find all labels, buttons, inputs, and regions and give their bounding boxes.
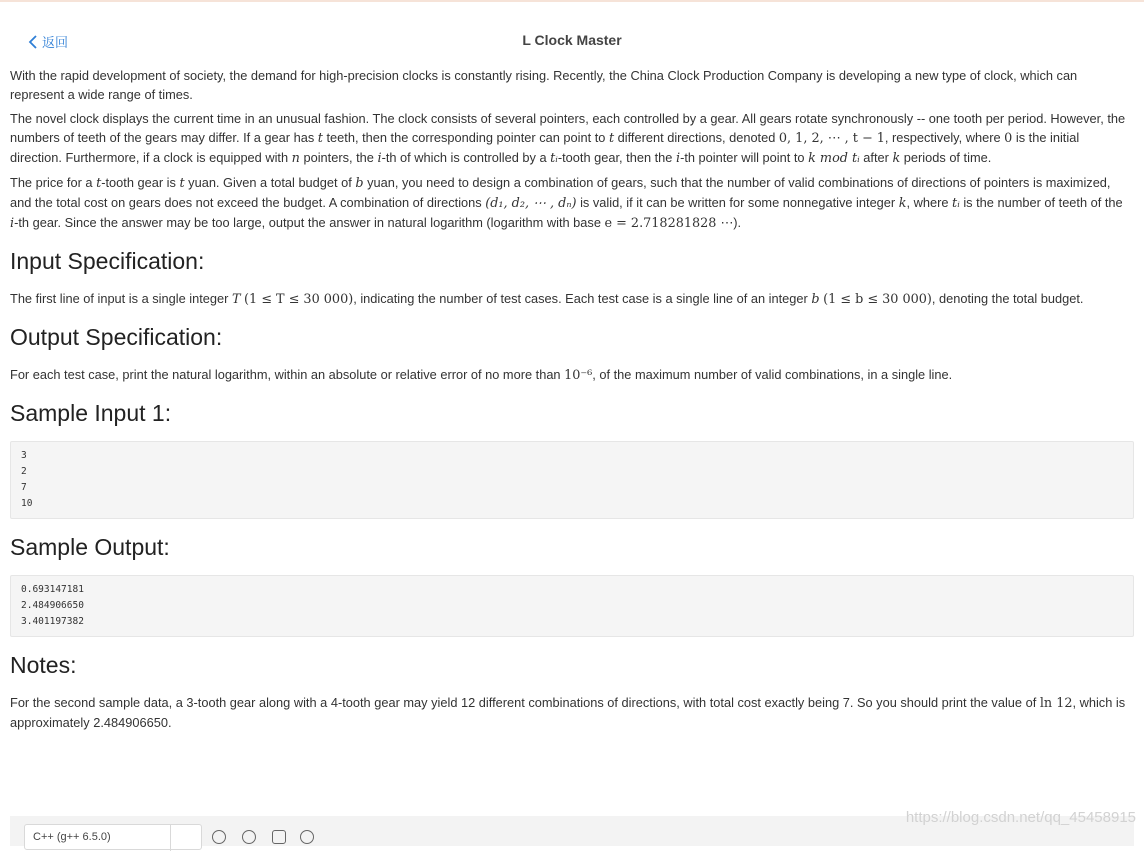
code-line: 10	[21, 498, 33, 509]
statement-paragraph-2: The novel clock displays the current time in an unusual fashion. The clock consists of several pointers, each controlled by a gear. All gears rotate synchronously -- one tooth per period. However, the numbers of teeth of the gears may differ. If a gear has t teeth, then the corresponding pointer can point to t different directions, denoted 0, 1, 2, ⋯ , t − 1, respectively, where 0 is the initial direction. Furthermore, if a clock is equipped with n pointers, the i-th of which is controlled by a tᵢ-tooth gear, then the i-th pointer will point to k mod tᵢ after k periods of time.	[10, 111, 1126, 166]
notes-text: For the second sample data, a 3-tooth gear along with a 4-tooth gear may yield 12 different combinations of directions, with total cost exactly being 7. So you should print the value of ln 12, which is approximately 2.484906650.	[10, 695, 1126, 730]
code-line: 3	[21, 450, 27, 461]
page-header	[0, 28, 1144, 54]
output-spec-text: For each test case, print the natural logarithm, within an absolute or relative error of no more than 10⁻⁶, of the maximum number of valid combinations, in a single line.	[10, 367, 953, 383]
language-select[interactable]	[24, 824, 202, 850]
language-value: C++ (g++ 6.5.0)	[33, 831, 111, 843]
help-icon[interactable]	[300, 830, 314, 844]
input-spec-heading: Input Specification:	[10, 248, 205, 274]
code-line: 0.693147181	[21, 584, 84, 595]
statement-paragraph-1: With the rapid development of society, the demand for high-precision clocks is constantly rising. Recently, the China Clock Production Company is developing a new type of clock, which can represent a wide range of times.	[10, 68, 1078, 102]
code-line: 3.401197382	[21, 616, 84, 627]
input-spec-text: The first line of input is a single integer T (1 ≤ T ≤ 30 000), indicating the number of test cases. Each test case is a single line of an integer b (1 ≤ b ≤ 30 000), denoting the total budget.	[10, 291, 1084, 307]
chevron-down-icon	[170, 825, 201, 851]
sample-output-heading: Sample Output:	[10, 534, 170, 560]
code-line: 7	[21, 482, 27, 493]
sample-output-block[interactable]	[10, 575, 1134, 637]
sample-input-heading: Sample Input 1:	[10, 400, 172, 426]
code-line: 2	[21, 466, 27, 477]
theme-icon[interactable]	[242, 830, 256, 844]
notes-heading: Notes:	[10, 652, 77, 678]
output-spec-heading: Output Specification:	[10, 324, 223, 350]
code-line: 2.484906650	[21, 600, 84, 611]
gear-icon[interactable]	[272, 830, 286, 844]
info-icon[interactable]	[212, 830, 226, 844]
back-label: 返回	[42, 35, 69, 50]
problem-content	[10, 66, 1134, 737]
top-accent-line	[0, 0, 1144, 2]
statement-paragraph-3: The price for a t-tooth gear is t yuan. Given a total budget of b yuan, you need to design a combination of gears, such that the number of valid combinations of directions of pointers is maximized, and the total cost on gears does not exceed the budget. A combination of directions (d₁, d₂, ⋯ , dₙ) is valid, if it can be written for some nonnegative integer k, where tᵢ is the number of teeth of the i-th gear. Since the answer may be too large, output the answer in natural logarithm (logarithm with base e = 2.718281828 ⋯).	[10, 175, 1123, 231]
problem-title: L Clock Master	[522, 32, 622, 48]
watermark: https://blog.csdn.net/qq_45458915	[905, 809, 1136, 826]
sample-input-block[interactable]	[10, 441, 1134, 519]
